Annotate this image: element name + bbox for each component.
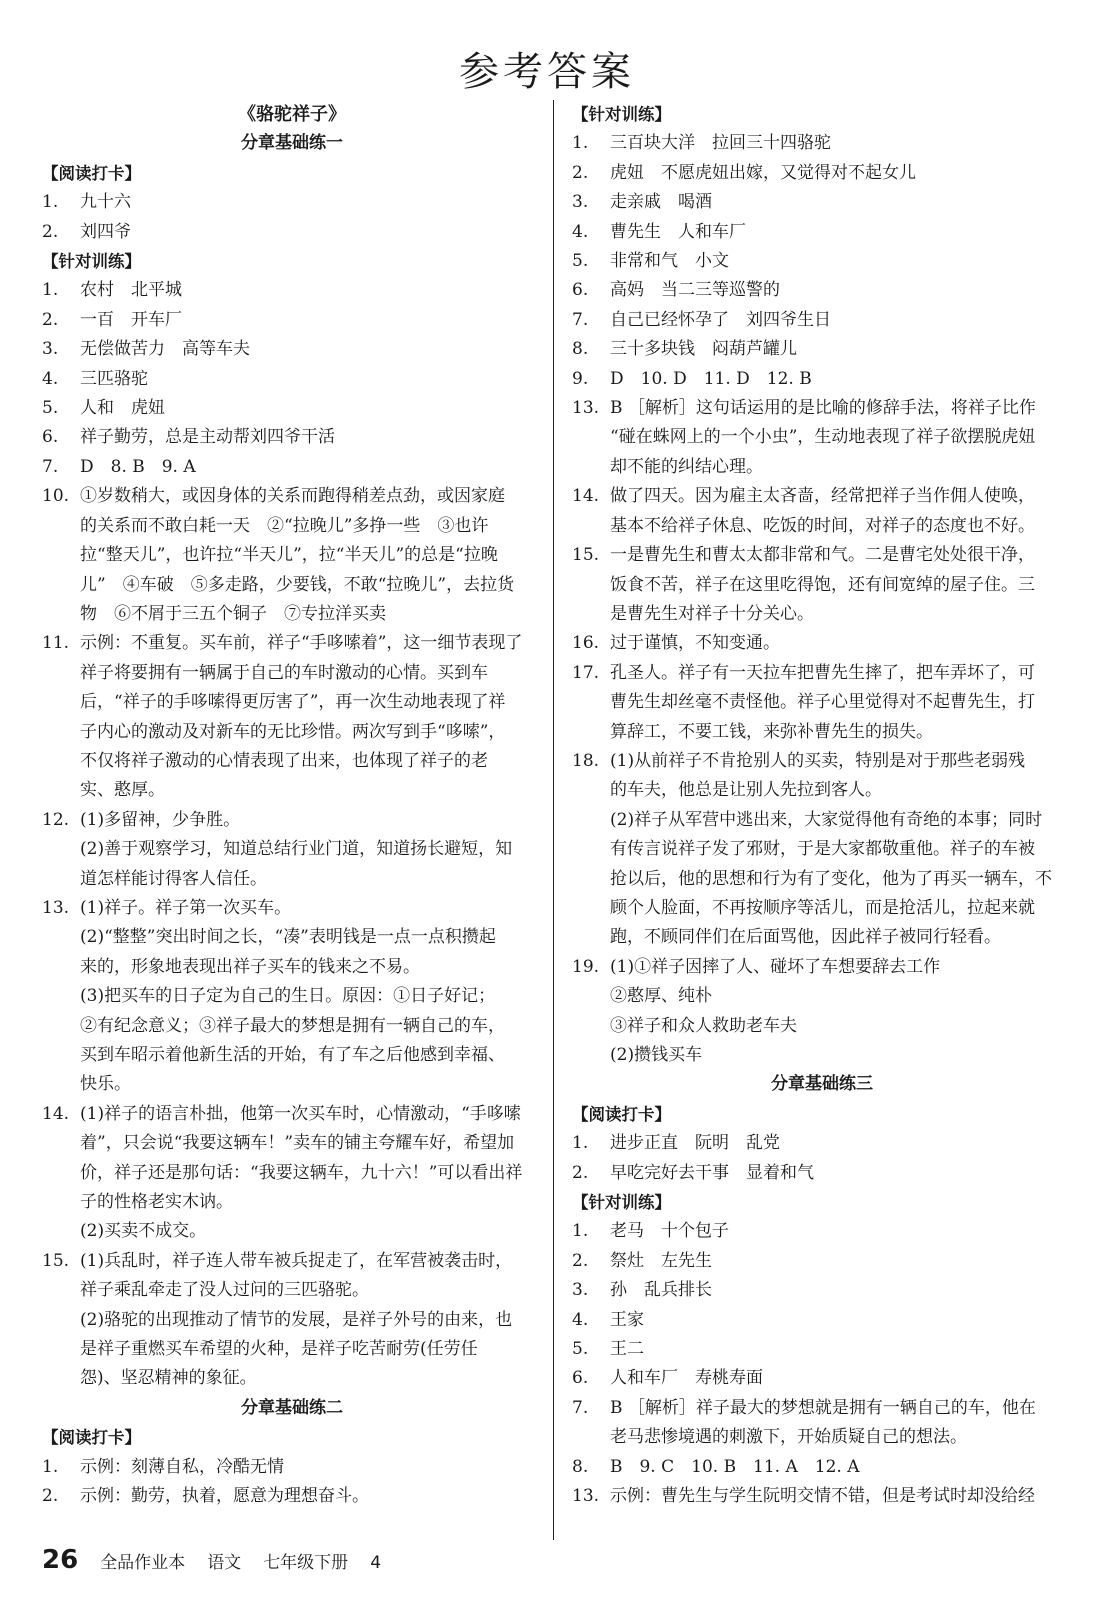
item-number: 8. (572, 1456, 589, 1477)
answer-line: 祥子将要拥有一辆属于自己的车时激动的心情。买到车 (80, 662, 488, 683)
answer-item (572, 1129, 1072, 1158)
answer-continuation (42, 923, 542, 982)
answer-item (42, 188, 542, 217)
answer-line: (2)买卖不成交。 (80, 1221, 207, 1242)
footer-book: 全品作业本 (100, 1553, 186, 1573)
answer-item (42, 1247, 542, 1306)
answer-item (572, 276, 1072, 305)
answer-line: 怨)、坚忍精神的象征。 (80, 1368, 257, 1389)
item-number: 1. (42, 280, 59, 301)
answer-line: 曹先生却丝毫不责怪他。祥子心里觉得对不起曹先生，打 (610, 692, 1035, 713)
answer-continuation (42, 1217, 542, 1246)
item-number: 3. (42, 339, 59, 360)
page-title: 参考答案 (459, 49, 635, 95)
answer-line: (2)善于观察学习，知道总结行业门道，知道扬长避短，知 (80, 839, 513, 860)
item-number: 8. (572, 339, 589, 360)
answer-line: 示例：勤劳，执着，愿意为理想奋斗。 (80, 1486, 369, 1507)
answer-line: 是祥子重燃买车希望的火种，是祥子吃苦耐劳(任劳任 (80, 1339, 478, 1360)
item-number: 6. (572, 280, 589, 301)
answer-line: ②憨厚、纯朴 (610, 986, 712, 1007)
answer-item (572, 1217, 1072, 1246)
item-number: 19. (572, 956, 600, 977)
answer-line: 早吃完好去干事 显着和气 (610, 1162, 814, 1183)
answer-line: “碰在蛛网上的一个小虫”，生动地表现了祥子欲摆脱虎妞 (610, 427, 1036, 448)
answer-line: 是曹先生对祥子十分关心。 (610, 603, 814, 624)
item-number: 2. (42, 1486, 59, 1507)
answer-line: 物 ⑥不屑于三五个铜子 ⑦专拉洋买卖 (80, 603, 386, 624)
item-number: 4. (42, 368, 59, 389)
answer-item (42, 276, 542, 305)
answer-item (572, 306, 1072, 335)
item-number: 3. (572, 1280, 589, 1301)
answer-line: 走亲戚 喝酒 (610, 192, 712, 213)
item-number: 17. (572, 662, 600, 683)
answer-item (572, 747, 1072, 806)
answer-continuation (572, 806, 1072, 953)
answer-item (42, 335, 542, 364)
answer-item (572, 1159, 1072, 1188)
answer-line: 自己已经怀孕了 刘四爷生日 (610, 309, 831, 330)
answer-line: 着”，只会说“我要这辆车！”卖车的铺主夸耀车好，希望加 (80, 1133, 515, 1154)
answer-item (42, 1482, 542, 1511)
answer-line: 王二 (610, 1339, 644, 1360)
item-number: 4. (572, 221, 589, 242)
answer-line: 刘四爷 (80, 221, 131, 242)
item-number: 7. (42, 456, 59, 477)
item-number: 1. (42, 1456, 59, 1477)
item-number: 2. (42, 309, 59, 330)
item-number: 5. (572, 251, 589, 272)
answer-line: (2)祥子从军营中逃出来，大家觉得他有奇绝的本事；同时 (610, 809, 1043, 830)
answer-line: (2)攒钱买车 (610, 1045, 703, 1065)
answer-line: 饭食不苦，祥子在这里吃得饱，还有间宽绰的屋子住。三 (610, 574, 1035, 595)
answer-line: 三十多块钱 闷葫芦罐儿 (610, 339, 797, 360)
answer-continuation (572, 982, 1072, 1011)
answer-item (42, 629, 542, 805)
answer-line: 孙 乱兵排长 (610, 1280, 712, 1301)
section-heading: 【针对训练】 (42, 252, 141, 272)
answer-continuation (42, 835, 542, 894)
answer-line: (1)从前祥子不肯抢别人的买卖，特别是对于那些老弱残 (610, 750, 1026, 771)
answer-line: ③祥子和众人救助老车夫 (610, 1015, 797, 1036)
page-number: 26 (42, 1545, 79, 1575)
section-heading: 【阅读打卡】 (42, 163, 141, 183)
item-number: 7. (572, 309, 589, 330)
answer-line: 三匹骆驼 (80, 368, 148, 389)
item-number: 5. (572, 1339, 589, 1360)
answer-item (572, 1364, 1072, 1393)
answer-continuation (572, 1041, 1072, 1070)
chapter-heading: 分章基础练二 (241, 1397, 343, 1418)
answer-line: ①岁数稍大，或因身体的关系而跑得稍差点劲，或因家庭 (80, 486, 505, 507)
answer-line: 顾个人脸面，不再按顺序等活儿，而是抢活儿，拉起来就 (610, 897, 1035, 918)
footer-number: 4 (370, 1553, 382, 1573)
answer-item (572, 1276, 1072, 1305)
answer-line: 曹先生 人和车厂 (610, 221, 746, 242)
answer-line: 非常和气 小文 (610, 251, 729, 272)
answer-item (572, 394, 1072, 482)
answer-line: 示例：刻薄自私，冷酷无情 (80, 1456, 284, 1477)
answer-line: 王家 (610, 1309, 644, 1330)
answer-line: 虎妞 不愿虎妞出嫁，又觉得对不起女儿 (610, 162, 916, 183)
answer-line: 一是曹先生和曹太太都非常和气。二是曹宅处处很干净， (610, 545, 1035, 566)
book-title: 《骆驼祥子》 (238, 104, 346, 125)
item-number: 2. (572, 1250, 589, 1271)
answer-item (42, 365, 542, 394)
answer-continuation (572, 1012, 1072, 1041)
footer-subject: 语文 (207, 1553, 242, 1573)
answer-line: 子内心的激动及对新车的无比珍惜。两次写到手“哆嗦”， (80, 721, 506, 742)
item-number: 5. (42, 398, 59, 419)
answer-item (42, 394, 542, 423)
page-footer (42, 1545, 403, 1575)
answer-line: 一百 开车厂 (80, 309, 182, 330)
column-divider (553, 100, 554, 1540)
item-number: 7. (572, 1397, 589, 1418)
answer-item (572, 1306, 1072, 1335)
section-heading: 【针对训练】 (572, 105, 671, 124)
answer-line: 的车夫，他总是让别人先拉到客人。 (610, 780, 882, 801)
answer-line: 买到车昭示着他新生活的开始，有了车之后他感到幸福、 (80, 1045, 505, 1065)
item-number: 14. (42, 1103, 70, 1124)
item-number: 13. (42, 897, 70, 918)
answer-item (572, 335, 1072, 364)
answer-line: 抢以后，他的思想和行为有了变化，他为了再买一辆车，不 (610, 868, 1052, 889)
section-heading: 【阅读打卡】 (572, 1104, 671, 1124)
item-number: 1. (572, 1221, 589, 1242)
answer-line: (1)祥子的语言朴拙，他第一次买车时，心情激动，“手哆嗦 (80, 1103, 521, 1124)
section-heading: 【针对训练】 (572, 1193, 671, 1213)
answer-line: 进步正直 阮明 乱党 (610, 1133, 780, 1154)
answer-line: 实、憨厚。 (80, 780, 165, 801)
answer-line: 祥子勤劳，总是主动帮刘四爷干活 (80, 427, 335, 448)
item-number: 4. (572, 1309, 589, 1330)
item-number: 10. (42, 486, 70, 507)
answer-item (572, 1335, 1072, 1364)
item-number: 6. (42, 427, 59, 448)
answer-continuation (42, 1306, 542, 1394)
answer-item (42, 482, 542, 629)
answer-line: 老马悲惨境遇的刺激下，开始质疑自己的想法。 (610, 1427, 967, 1448)
item-number: 2. (572, 1162, 589, 1183)
answer-item (572, 1247, 1072, 1276)
answer-continuation (42, 982, 542, 1100)
answer-line: 子的性格老实木讷。 (80, 1192, 233, 1213)
answer-line: 却不能的纠结心理。 (610, 456, 763, 477)
chapter-heading: 分章基础练一 (241, 133, 343, 154)
item-number: 13. (572, 1486, 600, 1507)
item-number: 1. (572, 133, 589, 154)
answer-line: D 8. B 9. A (80, 456, 196, 477)
answer-line: 无偿做苦力 高等车夫 (80, 339, 250, 360)
answer-line: 高妈 当二三等巡警的 (610, 280, 780, 301)
answer-line: 农村 北平城 (80, 280, 182, 301)
answer-line: 基本不给祥子休息、吃饭的时间，对祥子的态度也不好。 (610, 515, 1035, 536)
chapter-heading: 分章基础练三 (771, 1074, 873, 1095)
answer-item (572, 953, 1072, 982)
section-heading: 【阅读打卡】 (42, 1428, 141, 1448)
answer-line: (2)骆驼的出现推动了情节的发展，是祥子外号的由来，也 (80, 1309, 513, 1330)
answer-item (572, 659, 1072, 747)
item-number: 2. (42, 221, 59, 242)
answer-item (572, 159, 1072, 188)
answer-line: ②有纪念意义；③祥子最大的梦想是拥有一辆自己的车， (80, 1015, 505, 1036)
answer-item (572, 482, 1072, 541)
answer-item (572, 1453, 1072, 1482)
right-column (572, 100, 1072, 1512)
left-column (42, 100, 542, 1512)
footer-grade: 七年级下册 (263, 1553, 349, 1573)
answer-line: (3)把买车的日子定为自己的生日。原因：①日子好记； (80, 986, 496, 1007)
answer-item (42, 894, 542, 923)
answer-line: 的关系而不敢白耗一天 ②“拉晚儿”多挣一些 ③也许 (80, 515, 489, 536)
answer-item (42, 306, 542, 335)
item-number: 15. (42, 1250, 70, 1271)
item-number: 1. (42, 192, 59, 213)
answer-line: 过于谨慎，不知变通。 (610, 633, 780, 654)
answer-line: 祭灶 左先生 (610, 1250, 712, 1271)
answer-line: 算辞工，不要工钱，来弥补曹先生的损失。 (610, 721, 933, 742)
answer-line: 拉“整天儿”，也许拉“半天儿”，拉“半天儿”的总是“拉晚 (80, 545, 498, 566)
item-number: 11. (42, 633, 70, 654)
answer-item (42, 423, 542, 452)
answer-line: B 9. C 10. B 11. A 12. A (610, 1456, 860, 1477)
item-number: 18. (572, 750, 600, 771)
item-number: 14. (572, 486, 600, 507)
answer-item (572, 129, 1072, 158)
item-number: 15. (572, 545, 600, 566)
answer-line: 示例：曹先生与学生阮明交情不错，但是考试时却没给经 (610, 1486, 1035, 1507)
item-number: 12. (42, 809, 70, 830)
answer-item (572, 365, 1072, 394)
item-number: 3. (572, 192, 589, 213)
answer-line: (1)祥子。祥子第一次买车。 (80, 897, 292, 918)
answer-item (42, 218, 542, 247)
answer-item (572, 218, 1072, 247)
answer-item (572, 629, 1072, 658)
answer-line: 不仅将祥子激动的心情表现了出来，也体现了祥子的老 (80, 750, 488, 771)
answer-line: (1)多留神，少争胜。 (80, 809, 241, 830)
answer-line: 后，“祥子的手哆嗦得更厉害了”，再一次生动地表现了祥 (80, 692, 506, 713)
answer-line: 三百块大洋 拉回三十四骆驼 (610, 133, 831, 154)
item-number: 6. (572, 1368, 589, 1389)
answer-line: 祥子乘乱牵走了没人过问的三匹骆驼。 (80, 1280, 369, 1301)
item-number: 16. (572, 633, 600, 654)
answer-item (572, 1394, 1072, 1453)
item-number: 2. (572, 162, 589, 183)
answer-item (42, 453, 542, 482)
answer-line: 做了四天。因为雇主太吝啬，经常把祥子当作佣人使唤， (610, 486, 1035, 507)
item-number: 1. (572, 1133, 589, 1154)
answer-line: 儿” ④车破 ⑤多走路，少要钱，不敢“拉晚儿”，去拉货 (80, 574, 515, 595)
answer-item (42, 1453, 542, 1482)
answer-line: 人和 虎妞 (80, 398, 165, 419)
answer-line: 有传言说祥子发了邪财，于是大家都敬重他。祥子的车被 (610, 839, 1035, 860)
answer-line: 示例：不重复。买车前，祥子“手哆嗦着”，这一细节表现了 (80, 633, 523, 654)
answer-line: (1)兵乱时，祥子连人带车被兵捉走了，在军营被袭击时， (80, 1250, 513, 1271)
answer-line: 孔圣人。祥子有一天拉车把曹先生摔了，把车弄坏了，可 (610, 662, 1035, 683)
item-number: 13. (572, 398, 600, 419)
answer-line: 人和车厂 寿桃寿面 (610, 1368, 763, 1389)
answer-line: 快乐。 (80, 1074, 131, 1095)
item-number: 9. (572, 368, 589, 389)
answer-item (572, 247, 1072, 276)
answer-line: (2)“整整”突出时间之长，“凑”表明钱是一点一点积攒起 (80, 927, 496, 948)
answer-item (42, 1100, 542, 1218)
answer-item (572, 1482, 1072, 1511)
answer-item (572, 188, 1072, 217)
answer-line: 价，祥子还是那句话：“我要这辆车，九十六！”可以看出祥 (80, 1162, 523, 1183)
answer-item (42, 806, 542, 835)
answer-item (572, 541, 1072, 629)
answer-line: 九十六 (80, 192, 131, 213)
answer-line: 跑，不顾同伴们在后面骂他，因此祥子被同行轻看。 (610, 927, 1001, 948)
answer-line: B ［解析］这句话运用的是比喻的修辞手法，将祥子比作 (610, 398, 1036, 419)
answer-line: B ［解析］祥子最大的梦想就是拥有一辆自己的车，他在 (610, 1397, 1036, 1418)
answer-line: 来的，形象地表现出祥子买车的钱来之不易。 (80, 956, 420, 977)
answer-line: (1)①祥子因摔了人、碰坏了车想要辞去工作 (610, 956, 941, 977)
answer-line: D 10. D 11. D 12. B (610, 368, 812, 389)
answer-line: 道怎样能讨得客人信任。 (80, 868, 267, 889)
answer-line: 老马 十个包子 (610, 1221, 729, 1242)
